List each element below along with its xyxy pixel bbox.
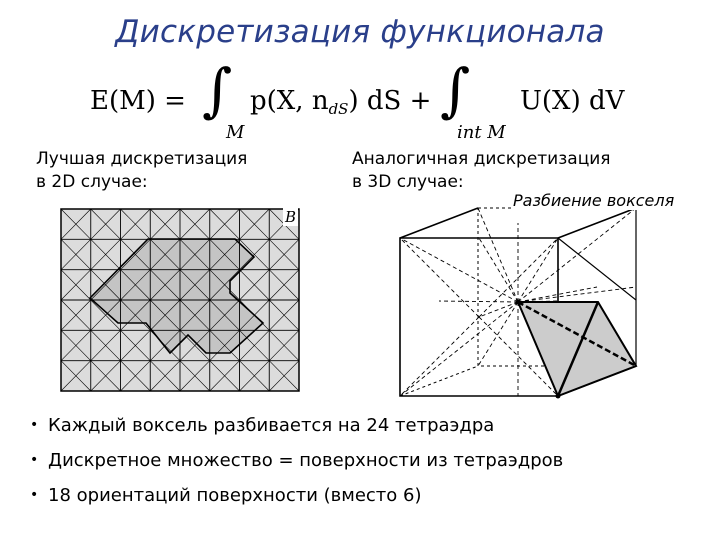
face-diagonal [400, 317, 479, 396]
bullet-text: Каждый воксель разбивается на 24 тетраэдра [48, 415, 495, 436]
integral-sign-2: ∫ [440, 56, 471, 124]
cube-edge [558, 208, 636, 238]
first-integral-limit: M [226, 122, 245, 143]
bullet-item [30, 478, 563, 513]
split-line [439, 301, 518, 302]
voxel-center-point [516, 300, 521, 305]
cube-edge [400, 208, 478, 238]
first-integrand-main: p(X, n [250, 86, 329, 116]
grid-corner-label: B [285, 208, 297, 226]
integral-sign-1: ∫ [202, 56, 233, 124]
split-line [518, 238, 558, 302]
first-integrand-sub: dS [328, 100, 349, 118]
face-diagonal [400, 238, 479, 317]
first-integrand [250, 86, 431, 118]
bullet-dot: • [30, 487, 39, 503]
split-line [478, 208, 518, 302]
split-line [479, 302, 518, 317]
split-line [400, 238, 518, 302]
pyramid-edge [558, 238, 636, 300]
cube-edge [400, 366, 478, 396]
bullet-dot: • [30, 417, 39, 433]
bullet-list [30, 408, 563, 513]
caption-2d: Лучшая дискретизация в 2D случае: [36, 149, 248, 192]
bullet-dot: • [30, 452, 39, 468]
face-center-point [556, 394, 561, 399]
bullet-text: Дискретное множество = поверхности из тетраэдров [48, 450, 564, 471]
voxel-3d-figure [378, 200, 648, 400]
caption-3d: Аналогичная дискретизация в 3D случае: [352, 149, 611, 192]
second-integral-limit: int M [457, 122, 506, 143]
first-integrand-end: ) dS + [348, 86, 432, 116]
split-line [400, 302, 518, 396]
second-integrand: U(X) dV [520, 86, 625, 116]
split-line [518, 287, 636, 302]
bullet-text: 18 ориентаций поверхности (вместо 6) [48, 485, 422, 506]
slide-title: Дискретизация функционала [115, 14, 605, 50]
functional-formula [90, 56, 650, 144]
formula-lhs: E(M) = [90, 86, 186, 116]
grid-2d-figure [54, 205, 304, 395]
bullet-item [30, 443, 563, 478]
bullet-item [30, 408, 563, 443]
split-line [518, 208, 636, 302]
split-line [479, 238, 518, 302]
voxel-split-label: Разбиение вокселя [513, 191, 675, 210]
